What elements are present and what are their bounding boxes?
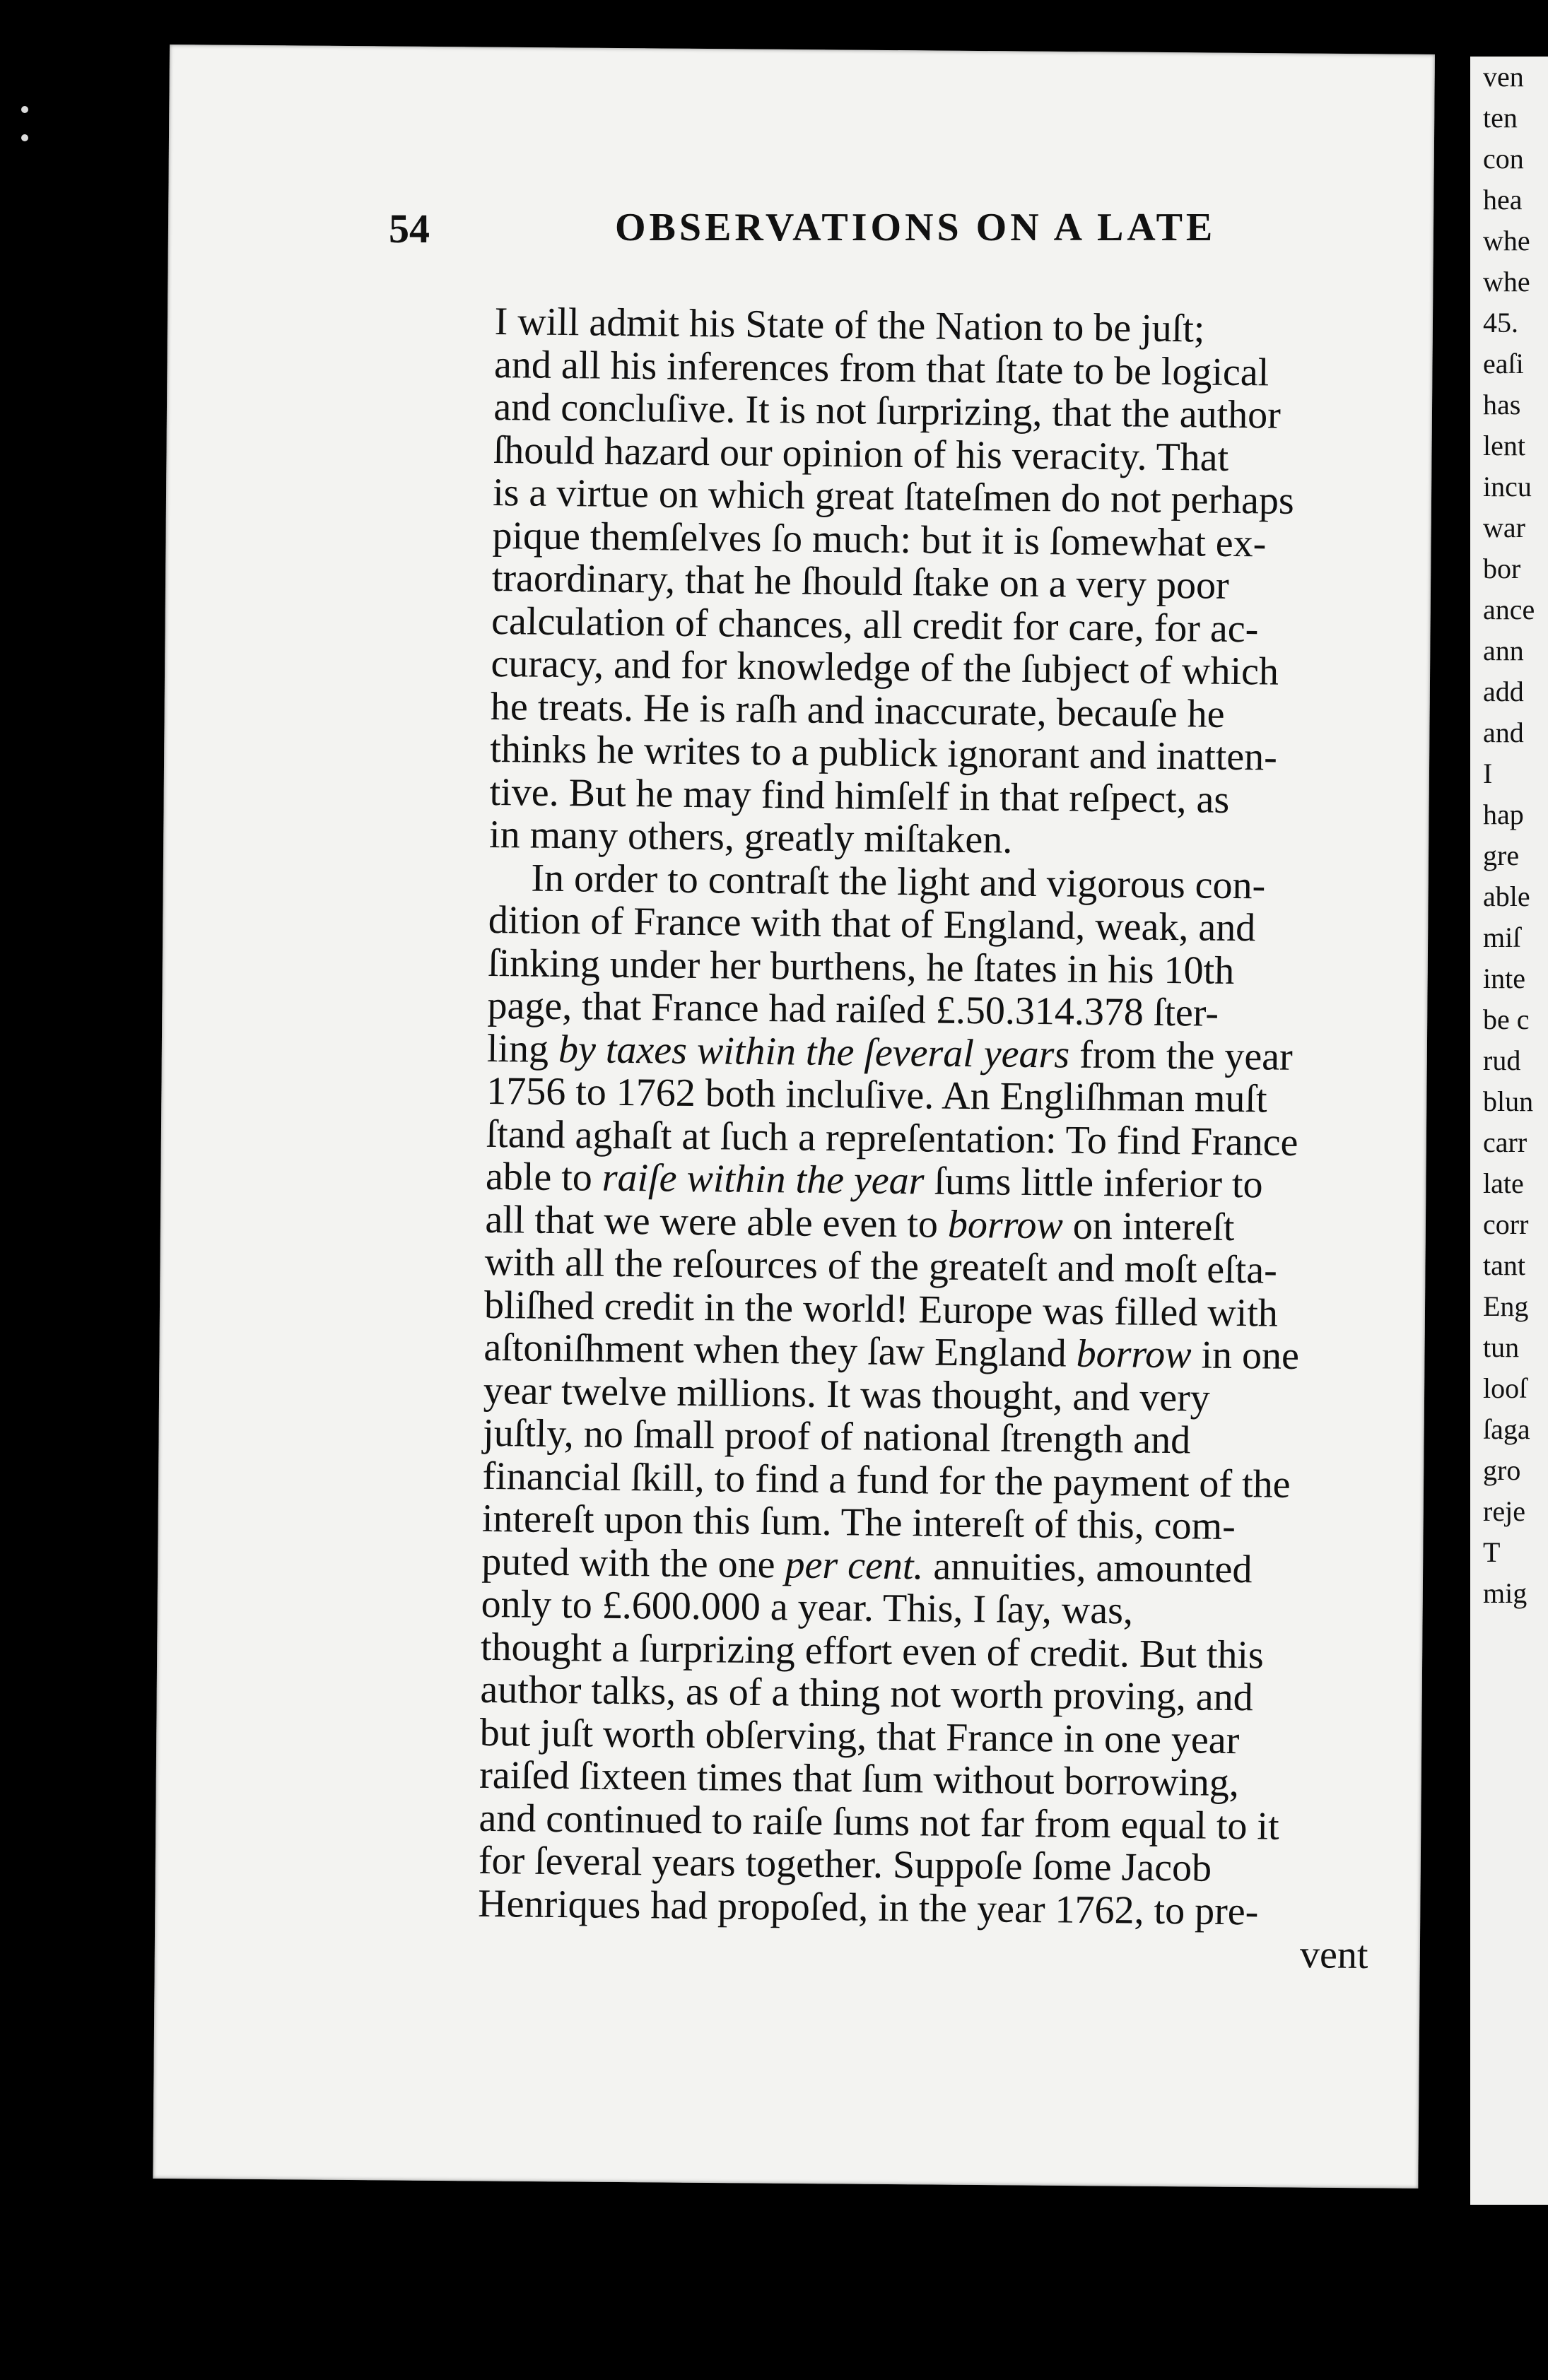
facing-page-fragment: gre (1483, 840, 1520, 871)
text-segment: for ſeveral years together. Suppoſe ſome Jacob (478, 1838, 1212, 1890)
text-segment: ling (486, 1026, 559, 1071)
text-segment: bliſhed credit in the world! Europe was filled with (483, 1283, 1279, 1336)
text-line: curacy, and for knowledge of the ſubject of which (491, 641, 1279, 694)
italic-phrase: by taxes within the ſeveral years (558, 1027, 1070, 1077)
facing-page-fragment: ann (1483, 635, 1524, 666)
text-line (478, 1882, 1369, 1934)
text-segment: from the year (1069, 1032, 1294, 1079)
running-title: OBSERVATIONS ON A LATE (615, 206, 1216, 249)
facing-page-fragment: looſ (1483, 1372, 1528, 1404)
text-segment: intereſt upon this ſum. The intereſt of this, com- (481, 1496, 1236, 1549)
facing-page-fragment: and (1483, 717, 1524, 748)
text-segment: annuities, amounted (923, 1543, 1253, 1591)
text-line: is a virtue on which great ſtateſmen do not perhaps (492, 470, 1295, 523)
facing-page-fragment: inte (1483, 962, 1525, 994)
facing-page-fragment: gro (1483, 1454, 1521, 1486)
text-line: and concluſive. It is not ſurprizing, that the author (493, 384, 1282, 437)
text-segment: with all the reſources of the greateſt and moſt eſta- (484, 1239, 1278, 1292)
facing-page-fragment: ance (1483, 594, 1535, 625)
text-segment: financial ſkill, to find a fund for the payment of the (482, 1454, 1291, 1507)
facing-page-fragment: blun (1483, 1085, 1534, 1117)
text-segment: ſtand aghaſt at ſuch a repreſentation: To find France (486, 1112, 1298, 1165)
facing-page-fragment: add (1483, 676, 1524, 707)
facing-page-fragment: ſaga (1483, 1413, 1530, 1445)
facing-page-fragment: tun (1483, 1331, 1520, 1363)
facing-page-fragment: lent (1483, 430, 1525, 461)
facing-page-fragment: corr (1483, 1208, 1529, 1240)
text-segment: 1756 to 1762 both incluſive. An Engliſhman muſt (486, 1068, 1267, 1121)
facing-page-fragment: bor (1483, 553, 1521, 584)
facing-page-fragment: be c (1483, 1003, 1530, 1035)
italic-phrase: borrow (947, 1202, 1064, 1247)
italic-phrase: borrow (1076, 1331, 1192, 1377)
facing-page-fragment: late (1483, 1167, 1524, 1199)
page-header (219, 205, 1350, 269)
text-segment: author talks, as of a thing not worth proving, and (480, 1667, 1254, 1720)
text-segment: Henriques had propoſed, in the year 1762, to pre- (477, 1881, 1259, 1933)
facing-page-fragment: rud (1483, 1044, 1521, 1076)
text-segment: all that we were able even to (485, 1197, 949, 1247)
text-line: I will admit his State of the Nation to be juſt; (494, 300, 1205, 351)
facing-page-fragment: able (1483, 880, 1530, 912)
facing-page-fragment: has (1483, 389, 1521, 420)
binding-edge (14, 85, 57, 2063)
facing-page-fragment: con (1483, 143, 1524, 175)
facing-page-fragment: mig (1483, 1577, 1528, 1609)
text-segment: in one (1191, 1333, 1300, 1378)
facing-page-fragment: incu (1483, 471, 1532, 502)
facing-page-fragment: miſ (1483, 921, 1521, 953)
text-line: thinks he writes to a publick ignorant and inatten- (490, 726, 1278, 779)
text-line: ſhould hazard our opinion of his veracity. That (493, 428, 1229, 480)
facing-page-fragment: eaſi (1483, 348, 1524, 379)
facing-page-fragment: 45. (1483, 307, 1518, 338)
facing-page-fragment: hea (1483, 184, 1523, 216)
text-segment: thought a ſurprizing effort even of credit. But this (480, 1625, 1265, 1677)
facing-page-fragment: carr (1483, 1126, 1528, 1158)
text-line: in many others, greatly miſtaken. (488, 812, 1013, 862)
facing-page-fragment: T (1483, 1536, 1501, 1568)
text-segment: page, that France had raiſed £.50.314.378 ſter- (487, 983, 1219, 1035)
italic-phrase: raiſe within the year (602, 1155, 925, 1203)
text-line: he treats. He is raſh and inaccurate, becauſe he (490, 684, 1225, 736)
text-segment: year twelve millions. It was thought, and very (483, 1368, 1211, 1420)
page-number: 54 (389, 206, 430, 252)
text-segment: juſtly, no ſmall proof of national ſtrength and (482, 1410, 1191, 1463)
facing-page-fragment: ven (1483, 61, 1524, 93)
text-line: tive. But he may find himſelf in that reſpect, as (489, 770, 1230, 822)
text-line: calculation of chances, all credit for care, for ac- (491, 599, 1259, 651)
facing-page-fragment: tant (1483, 1249, 1525, 1281)
text-segment: only to £.600.000 a year. This, I ſay, was, (481, 1581, 1134, 1633)
text-line: and all his inferences from that ſtate to be logical (493, 342, 1270, 394)
facing-page-fragment: Eng (1483, 1290, 1529, 1322)
facing-page-fragment: hap (1483, 799, 1524, 830)
text-segment: and continued to raiſe ſums not far from equal to it (479, 1796, 1279, 1849)
text-segment: able to (485, 1154, 603, 1200)
facing-page-fragment: reje (1483, 1495, 1525, 1527)
body-text (477, 300, 1385, 1977)
facing-page-fragment: whe (1483, 225, 1530, 257)
text-line: pique themſelves ſo much: but it is ſomewhat ex- (492, 513, 1267, 565)
text-segment: on intereſt (1062, 1203, 1235, 1249)
facing-page-fragment: whe (1483, 266, 1530, 298)
facing-page-edge (1470, 57, 1548, 2205)
text-segment: ſums little inferior to (924, 1159, 1263, 1207)
facing-page-fragment: I (1483, 758, 1493, 789)
facing-page-fragment: war (1483, 512, 1525, 543)
text-segment: puted with the one (481, 1539, 785, 1586)
text-line: traordinary, that he ſhould ſtake on a very poor (491, 555, 1230, 608)
text-segment: In order to contraſt the light and vigorous con- (531, 856, 1266, 907)
text-segment: aſtoniſhment when they ſaw England (483, 1325, 1077, 1376)
text-segment: but juſt worth obſerving, that France in one year (479, 1710, 1240, 1762)
facing-page-fragment: ten (1483, 102, 1518, 134)
catchword: vent (1299, 1933, 1368, 1978)
paragraph-1 (489, 300, 1385, 866)
text-segment: dition of France with that of England, weak, and (488, 897, 1256, 950)
text-segment: raiſed ſixteen times that ſum without borrowing, (479, 1752, 1240, 1805)
text-segment: ſinking under her burthens, he ſtates in his 10th (487, 941, 1235, 993)
italic-phrase: per cent. (785, 1542, 924, 1588)
paragraph-2 (478, 856, 1380, 1934)
